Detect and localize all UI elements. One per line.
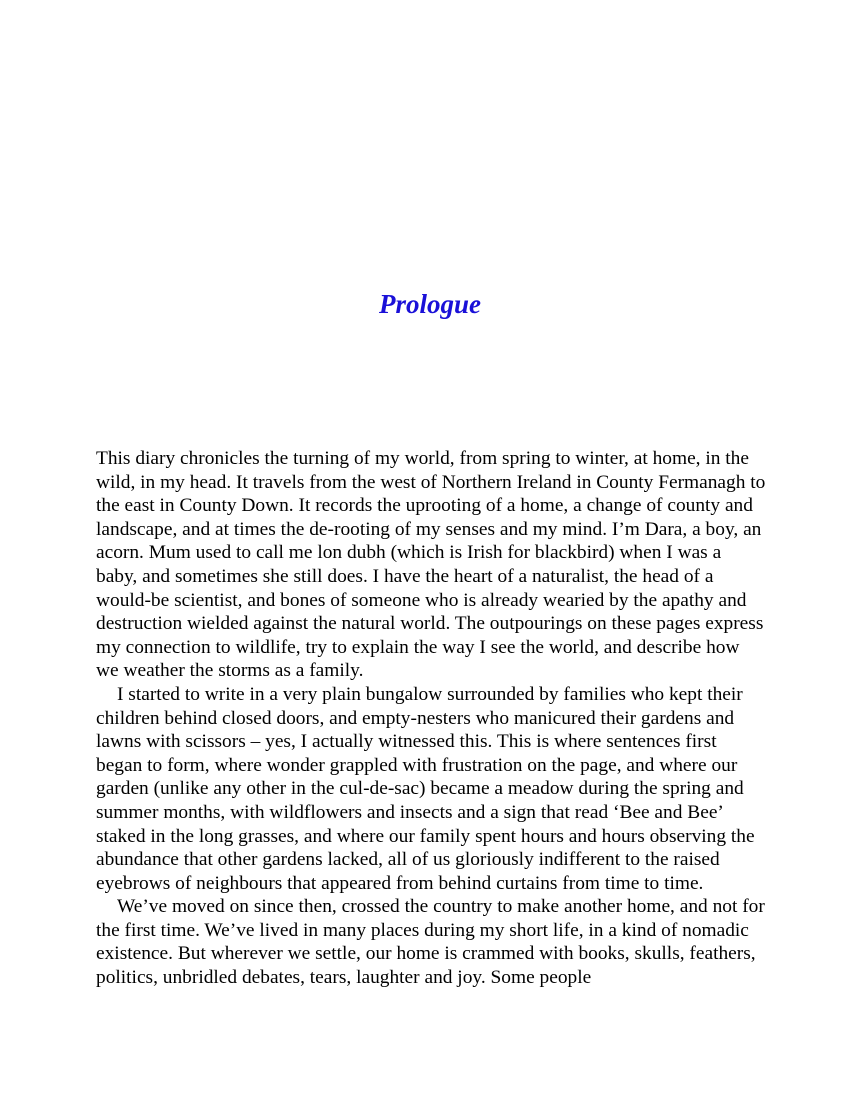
paragraph: I started to write in a very plain bungalow surrounded by families who kept their children behind closed doors, and empty-nesters who manicured their gardens and lawns with scissors – yes, I actually witnessed this. This is where sentences first began to form, where wonder grappled with frustration on the page, and where our garden (unlike any other in the cul-de-sac) became a meadow during the spring and summer months, with wildflowers and insects and a sign that read ‘Bee and Bee’ staked in the long grasses, and where our family spent hours and hours observing the abundance that other gardens lacked, all of us gloriously indifferent to the raised eyebrows of neighbours that appeared from behind curtains from time to time.: [96, 683, 755, 894]
body-text: [96, 447, 766, 1022]
paragraph: This diary chronicles the turning of my world, from spring to winter, at home, in the wild, in my head. It travels from the west of Northern Ireland in County Fermanagh to the east in County Down. It records the uprooting of a home, a change of county and landscape, and at times the de-rooting of my senses and my mind. I’m Dara, a boy, an acorn. Mum used to call me lon dubh (which is Irish for blackbird) when I was a baby, and sometimes she still does. I have the heart of a naturalist, the head of a would-be scientist, and bones of someone who is already wearied by the apathy and destruction wielded against the natural world. The outpourings on these pages express my connection to wildlife, try to explain the way I see the world, and describe how we weather the storms as a family.: [96, 448, 766, 682]
paragraph: We’ve moved on since then, crossed the country to make another home, and not for the first time. We’ve lived in many places during my short life, in a kind of nomadic existence. But wherever we settle, our home is crammed with books, skulls, feathers, politics, unbridled debates, tears, laughter and joy. Some people: [96, 896, 765, 989]
page-title: Prologue: [378, 289, 481, 319]
